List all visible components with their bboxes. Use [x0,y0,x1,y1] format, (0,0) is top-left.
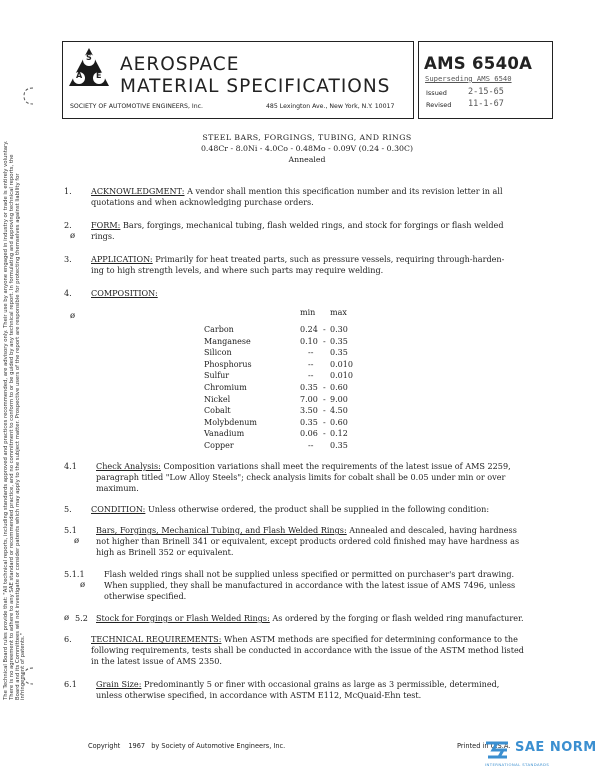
copyright-owner: by Society of Automotive Engineers, Inc. [151,742,286,750]
max-value: 0.35 [330,336,348,346]
max-value: 0.010 [330,371,353,381]
max-value: 0.30 [330,325,348,334]
doc-title-line3: Annealed [288,155,326,164]
min-value: -- [308,348,314,358]
min-value: 0.06 [300,429,318,439]
section-text: Primarily for heat treated parts, such as pressure vessels, requiring through-harden- [155,254,505,264]
copyright-year: 1967 [128,742,146,750]
section-text: ing to high strength levels, and where such parts may require welding. [91,265,384,275]
doc-title-line2: 0.48Cr - 8.0Ni - 4.0Co - 0.48Mo - 0.09V (0.24 - 0.30C) [200,144,414,153]
ams-code: AMS 6540A [424,54,533,73]
section-text: unless otherwise specified, in accordance with ASTM E112, McQuaid-Ehn test. [96,690,422,700]
section-number: 6.1 [64,679,77,689]
society-address: 485 Lexington Ave., New York, N.Y. 10017 [266,103,395,110]
composition-row [204,395,504,406]
element-name: Chromium [204,383,247,392]
logo-letter-a: A [76,71,83,80]
revision-mark: ø [70,311,76,321]
section-text: in the latest issue of AMS 2350. [91,656,222,666]
section-text: Annealed and descaled, having hardness [349,525,517,535]
issued-date: 2-15-65 [468,87,504,97]
element-name: Vanadium [204,429,245,439]
section-text: When ASTM methods are specified for determining conformance to the [224,634,518,644]
composition-row [204,418,504,429]
element-name: Nickel [204,394,231,404]
section-text: high as Brinell 352 or equivalent. [96,547,234,557]
sae-logo [67,46,111,96]
printed-in: Printed in U.S.A. [457,742,511,750]
logo-letter-e: E [96,71,102,80]
min-value: 7.00 [300,394,318,404]
section-text: following requirements, tests shall be conducted in accordance with the issue of the ASTM method listed [91,645,524,655]
min-value: 0.35 [300,417,318,427]
min-value: 0.10 [300,336,318,346]
min-value: 0.35 [300,383,318,392]
section-text: otherwise specified. [104,591,187,601]
section-number: 5.2 [75,613,88,623]
logo-letter-s: S [86,53,92,62]
min-value: -- [308,441,314,450]
section-text: not higher than Brinell 341 or equivalent, except products ordered cold finished may have hardness as [96,536,520,546]
section-number: 3. [64,254,72,264]
section-heading: FORM: [91,220,121,230]
footer-copyright [88,742,285,750]
section-text: Flash welded rings shall not be supplied unless specified or permitted on purchaser's part drawing. [104,569,515,579]
min-value: -- [308,371,314,381]
composition-row [204,325,504,336]
header-title-line2: MATERIAL SPECIFICATIONS [120,76,391,97]
society-name: SOCIETY OF AUTOMOTIVE ENGINEERS, Inc. [70,103,203,110]
min-value: -- [308,359,314,369]
section-number: 1. [64,186,72,196]
max-value: 0.60 [330,383,348,392]
revision-mark: ø [70,231,76,241]
composition-row [204,429,504,440]
element-name: Molybdenum [204,417,257,427]
section-heading: Grain Size: [96,679,142,689]
section-text: Composition variations shall meet the requirements of the latest issue of AMS 2259, [163,461,511,471]
revision-mark: ø [74,536,80,546]
section-heading: Stock for Forgings or Flash Welded Rings: [96,613,270,623]
max-value: 0.010 [330,359,353,369]
range-separator: - [323,325,326,334]
section-number: 5. [64,504,72,514]
section-text: rings. [91,231,115,241]
section-heading: APPLICATION: [91,254,153,264]
composition-row [204,406,504,417]
document-title [62,132,552,165]
section-text: A vendor shall mention this specification number and its revision letter in all [187,186,503,196]
range-separator: - [323,336,326,346]
element-name: Manganese [204,336,251,346]
min-value: 3.50 [300,406,318,416]
section-heading: ACKNOWLEDGMENT: [91,186,185,196]
punch-hole-mark [22,86,36,106]
section-heading: Check Analysis: [96,461,161,471]
range-separator: - [323,406,326,416]
revised-label: Revised [426,101,452,109]
section-heading: COMPOSITION: [91,288,158,298]
section-text: When supplied, they shall be manufactured in accordance with the latest issue of AMS 7496, unless [104,580,516,590]
max-value: 0.35 [330,348,348,358]
sae-norm-watermark [483,737,597,771]
section-number: 6. [64,634,72,644]
column-header-min: min [300,308,316,317]
element-name: Carbon [204,325,234,334]
composition-row [204,383,504,394]
max-value: 4.50 [330,406,348,416]
section-number: 5.1.1 [64,569,85,579]
section-text: maximum. [96,483,139,493]
revision-mark: ø [64,613,70,623]
section-number: 2. [64,220,72,230]
section-number: 4. [64,288,72,298]
section-heading: Bars, Forgings, Mechanical Tubing, and Flash Welded Rings: [96,525,347,535]
section-text: Unless otherwise ordered, the product shall be supplied in the following condition: [147,504,490,514]
superseding: Superseding AMS 6540 [425,74,512,83]
composition-row [204,348,504,359]
doc-title-line1: STEEL BARS, FORGINGS, TUBING, AND RINGS [202,133,412,142]
range-separator: - [323,417,326,427]
range-separator: - [323,383,326,392]
section-number: 5.1 [64,525,77,535]
disclaimer-note: The Technical Board rules provide that: "All technical reports, including standards approved and practices recommended, are advisory only. Their use by anyone engaged in industry or trade is entirely voluntary. There is no agreement to adhere to any SAE standard or recommended practice, and no commitment to conform to or be guided by any technical report. In formulating and approving technical reports, the Board and its Committees will not investigate or consider patents which may apply to the subject matter. Prospective users of the report are responsible for protecting themselves against liability for infringement of patents." [3,140,27,700]
section-text: Predominantly 5 or finer with occasional grains as large as 3 permissible, determined, [144,679,500,689]
issued-label: Issued [426,89,447,97]
watermark-sub: INTERNATIONAL STANDARDS [485,762,550,767]
section-text: As ordered by the forging or flash welded ring manufacturer. [272,613,524,623]
header-title-line1: AEROSPACE [120,54,240,75]
composition-row [204,337,504,348]
composition-row [204,441,504,452]
max-value: 0.12 [330,429,348,439]
range-separator: - [323,429,326,439]
copyright-label: Copyright [88,742,121,750]
element-name: Sulfur [204,371,230,381]
element-name: Phosphorus [204,359,252,369]
sae-norm-logo-icon [483,739,511,761]
range-separator: - [323,394,326,404]
section-text: Bars, forgings, mechanical tubing, flash welded rings, and stock for forgings or flash welded [122,220,504,230]
max-value: 9.00 [330,394,348,404]
max-value: 0.60 [330,417,348,427]
revised-date: 11-1-67 [468,99,504,109]
section-number: 4.1 [64,461,77,471]
min-value: 0.24 [300,325,318,334]
element-name: Silicon [204,348,232,358]
composition-row [204,371,504,382]
section-text: paragraph titled "Low Alloy Steels"; check analysis limits for cobalt shall be 0.05 under min or over [96,472,506,482]
composition-row [204,360,504,371]
composition-table [204,308,384,448]
max-value: 0.35 [330,441,348,450]
revision-mark: ø [80,580,86,590]
section-text: quotations and when acknowledging purchase orders. [91,197,314,207]
element-name: Cobalt [204,406,231,416]
element-name: Copper [204,441,234,450]
section-heading: TECHNICAL REQUIREMENTS: [91,634,222,644]
column-header-max: max [330,308,347,317]
section-heading: CONDITION: [91,504,146,514]
watermark-brand: SAE NORM [515,740,597,755]
